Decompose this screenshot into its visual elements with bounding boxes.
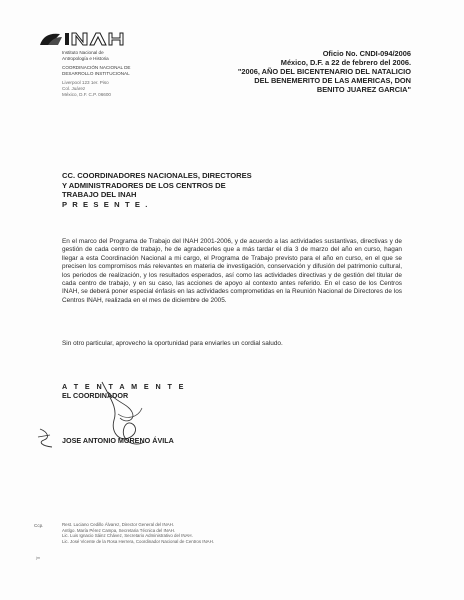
address-line: Col. Juárez [62, 85, 86, 91]
coordination-line: DESARROLLO INSTITUCIONAL [62, 70, 130, 76]
reference-initials: jm [36, 556, 41, 560]
address-line: Liverpool 123 1er. Piso [62, 80, 109, 86]
signer-role: EL COORDINADOR [62, 391, 129, 401]
cc-line: Lic. Luis Ignacio Sáinz Chávez, Secretario Administrativo del INAH. [62, 533, 193, 538]
atentamente: A T E N T A M E N T E [62, 382, 186, 391]
addressee-block [62, 171, 362, 209]
letter-header [151, 49, 411, 94]
place-date: México, D.F. a 22 de febrero del 2006. [280, 58, 411, 67]
motto-line: "2006, AÑO DEL BICENTENARIO DEL NATALICIO [237, 67, 411, 76]
address-line: México, D.F. C.P. 06600 [62, 91, 111, 97]
ccp-label: Ccp. [34, 523, 44, 528]
office-number: Oficio No. CNDI-094/2006 [322, 49, 411, 58]
cc-list [62, 522, 392, 544]
cc-line: Rest. Luciano Cedillo Álvarez, Director General del INAH. [62, 522, 175, 527]
signer-name: JOSE ANTONIO MORENO ÁVILA [62, 436, 174, 445]
motto-line: BENITO JUAREZ GARCIA" [316, 85, 411, 94]
handwritten-initials [36, 426, 56, 450]
institution-line: Antropología e Historia [62, 55, 109, 61]
inah-logo [38, 29, 128, 49]
cc-line: Antlgo. María Pérez Campa, Secretaria Técnica del INAH. [62, 527, 176, 533]
coordination-line: COORDINACIÓN NACIONAL DE [62, 65, 131, 71]
motto-line: DEL BENEMERITO DE LAS AMERICAS, DON [254, 76, 411, 85]
presente: P R E S E N T E . [62, 199, 149, 209]
closing-line: Sin otro particular, aprovecho la oportunidad para enviarles un cordial saludo. [62, 340, 283, 347]
addressee-line: CC. COORDINADORES NACIONALES, DIRECTORES [62, 171, 252, 180]
institution-line: Instituto Nacional de [62, 50, 104, 55]
body-paragraph: En el marco del Programa de Trabajo del INAH 2001-2006, y de acuerdo a las actividades sustantivas, directivas y de gestión de cada centro de trabajo, he de agradecerles que a más tardar el día 3 de marzo del año en curso, hagan llegar a esta Coordinación Nacional a mi cargo, el Programa de Trabajo previsto para el año en curso, en el que se precisen los compromisos más relevantes en materia de investigación, conservación y difusión del patrimonio cultural, los periodos de realización, y los resultados esperados, así como las actividades directivas y de gestión del titular de cada centro de trabajo, y en su caso, las acciones de apoyo al contexto antes referido. En el caso de los Centros INAH, se deberá poner especial énfasis en las actividades comprometidas en la Reunión Nacional de Directores de los Centros INAH, realizada en el mes de diciembre de 2005. [62, 238, 402, 304]
addressee-line: Y ADMINISTRADORES DE LOS CENTROS DE [62, 180, 226, 190]
cc-line: Lic. José Vicente de la Rosa Herrera, Coordinador Nacional de Centros INAH. [62, 538, 214, 544]
addressee-line: TRABAJO DEL INAH [62, 190, 137, 200]
